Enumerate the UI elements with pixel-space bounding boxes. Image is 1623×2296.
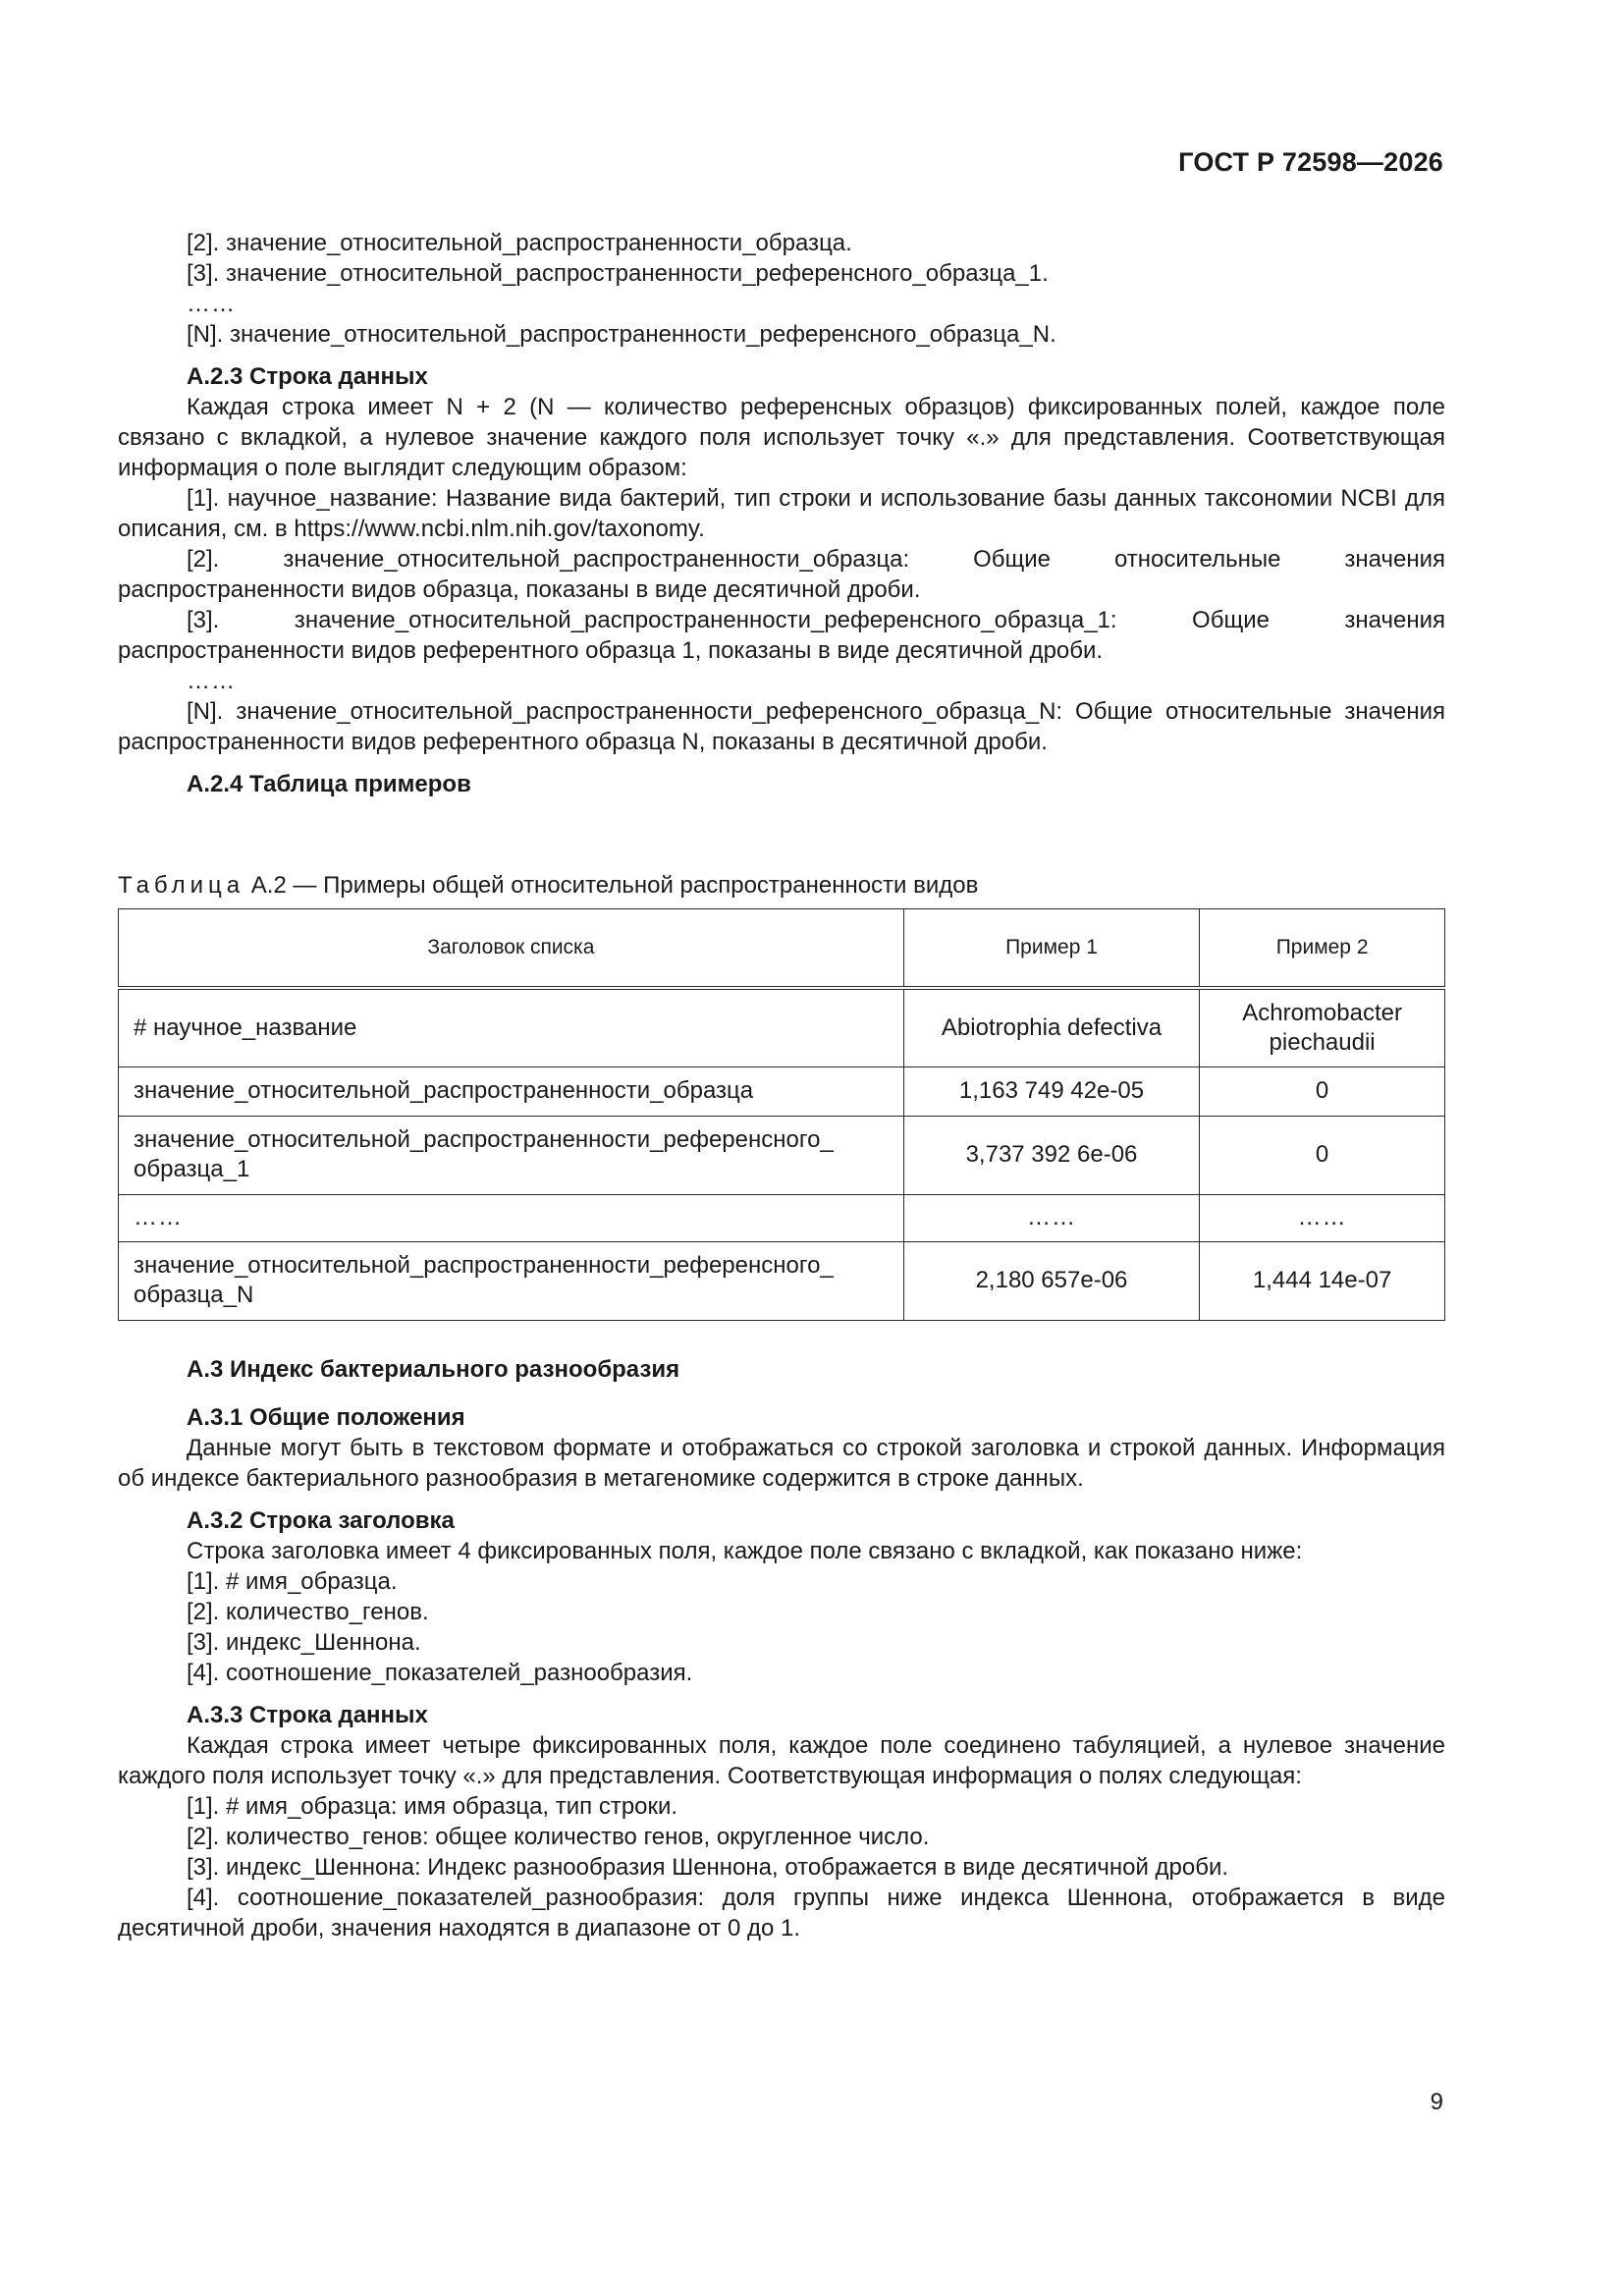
table-cell: …… — [1200, 1194, 1445, 1241]
section-heading-a3: А.3 Индекс бактериального разнообразия — [187, 1355, 680, 1383]
table-row — [119, 1116, 1445, 1194]
table-row — [119, 1241, 1445, 1320]
paragraph: Данные могут быть в текстовом формате и отображаться со строкой заголовка и строкой данных. Информация об индексе бактериального разнообразия в метагеномике содержится в строке данных. — [118, 1434, 1445, 1492]
list-item: [2]. значение_относительной_распространенности_образца. — [187, 230, 852, 256]
table-cell: 0 — [1200, 1066, 1445, 1116]
list-item: [2]. количество_генов. — [187, 1598, 429, 1625]
section-heading-a32: А.3.2 Строка заголовка — [187, 1506, 455, 1534]
list-item: [2]. значение_относительной_распространенности_образца: Общие относительные значения распространенности видов образца, показаны в виде десятичной дроби. — [118, 546, 1445, 603]
table-header-cell: Пример 2 — [1200, 909, 1445, 989]
section-heading-a31: А.3.1 Общие положения — [187, 1403, 465, 1431]
list-item: [4]. соотношение_показателей_разнообразия: доля группы ниже индекса Шеннона, отображается в виде десятичной дроби, значения находятся в диапазоне от 0 до 1. — [118, 1884, 1445, 1941]
section-heading-a223: А.2.3 Строка данных — [187, 363, 428, 390]
table-caption-text: А.2 — Примеры общей относительной распространенности видов — [244, 872, 979, 899]
list-item: [N]. значение_относительной_распространенности_референсного_образца_N. — [187, 321, 1056, 348]
table-cell: Achromobacter piechaudii — [1200, 988, 1445, 1066]
list-ellipsis: …… — [187, 291, 236, 317]
table-cell: 0 — [1200, 1116, 1445, 1194]
table-cell: …… — [119, 1194, 904, 1241]
list-item: [N]. значение_относительной_распространенности_референсного_образца_N: Общие относительные значения распространенности видов референтного образца N, показаны в десятичной дроби. — [118, 698, 1445, 755]
table-header-row — [119, 909, 1445, 989]
list-item: [3]. индекс_Шеннона: Индекс разнообразия Шеннона, отображается в виде десятичной дроби. — [187, 1853, 1229, 1881]
document-body — [118, 228, 1445, 1943]
table-header-cell: Пример 1 — [903, 909, 1199, 989]
table-cell: значение_относительной_распространенности_референсного_ образца_N — [119, 1241, 904, 1320]
table-cell: значение_относительной_распространенности_референсного_ образца_1 — [119, 1116, 904, 1194]
list-item: [1]. # имя_образца: имя образца, тип строки. — [187, 1792, 678, 1820]
list-item: [4]. соотношение_показателей_разнообразия. — [187, 1659, 693, 1686]
list-item: [1]. # имя_образца. — [187, 1567, 398, 1595]
table-row — [119, 988, 1445, 1066]
table-cell: значение_относительной_распространенности_образца — [119, 1066, 904, 1116]
table-cell: 2,180 657e-06 — [903, 1241, 1199, 1320]
table-cell: …… — [903, 1194, 1199, 1241]
table-header-cell: Заголовок списка — [119, 909, 904, 989]
examples-table — [118, 908, 1445, 1321]
list-item: [3]. индекс_Шеннона. — [187, 1628, 421, 1656]
table-cell: # научное_название — [119, 988, 904, 1066]
table-cell: 1,444 14e-07 — [1200, 1241, 1445, 1320]
table-cell: Abiotrophia defectiva — [903, 988, 1199, 1066]
paragraph: Каждая строка имеет четыре фиксированных поля, каждое поле соединено табуляцией, а нулевое значение каждого поля использует точку «.» для представления. Соответствующая информация о полях следующая: — [118, 1731, 1445, 1789]
list-item: [3]. значение_относительной_распространенности_референсного_образца_1: Общие значения распространенности видов референтного образца 1, показаны в виде десятичной дроби. — [118, 607, 1445, 664]
table-row — [119, 1066, 1445, 1116]
list-item: [3]. значение_относительной_распространенности_референсного_образца_1. — [187, 260, 1049, 287]
paragraph: Каждая строка имеет N + 2 (N — количество референсных образцов) фиксированных полей, каждое поле связано с вкладкой, а нулевое значение каждого поля использует точку «.» для представления. Соответствующая информация о поле выглядит следующим образом: — [118, 394, 1445, 481]
list-item: [2]. количество_генов: общее количество генов, округленное число. — [187, 1823, 930, 1850]
page-number: 9 — [1430, 2089, 1443, 2115]
table-row — [119, 1194, 1445, 1241]
list-ellipsis: …… — [187, 668, 236, 694]
paragraph: Строка заголовка имеет 4 фиксированных поля, каждое поле связано с вкладкой, как показано ниже: — [187, 1537, 1303, 1564]
document-id-header: ГОСТ Р 72598—2026 — [1178, 147, 1443, 177]
table-caption — [118, 870, 1445, 901]
section-heading-a33: А.3.3 Строка данных — [187, 1701, 428, 1728]
section-heading-a224: А.2.4 Таблица примеров — [187, 771, 471, 797]
table-caption-prefix: Таблица — [118, 872, 245, 899]
table-cell: 3,737 392 6e-06 — [903, 1116, 1199, 1194]
table-cell: 1,163 749 42e-05 — [903, 1066, 1199, 1116]
list-item: [1]. научное_название: Название вида бактерий, тип строки и использование базы данных таксономии NCBI для описания, см. в https://www.ncbi.nlm.nih.gov/taxonomy. — [118, 485, 1445, 542]
